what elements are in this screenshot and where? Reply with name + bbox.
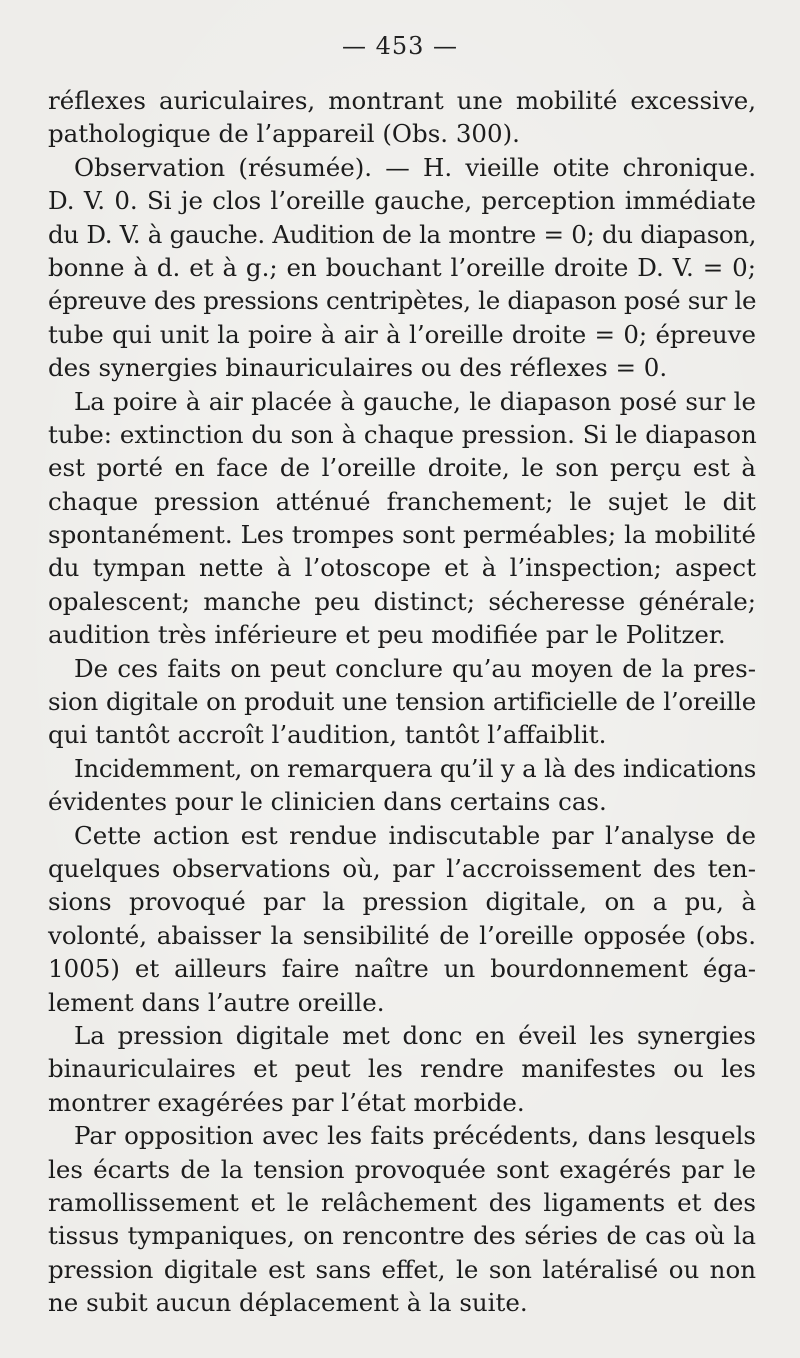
text-line: D. V. 0. Si je clos l’oreille gauche, perception immédiate <box>48 186 756 216</box>
text-line: quelques observations où, par l’accroissement des ten- <box>48 853 756 883</box>
text-line: Cette action est rendue indiscutable par l’analyse de <box>74 820 756 850</box>
text-line: spontanément. Les trompes sont perméables; la mobilité <box>48 520 756 550</box>
text-line: réflexes auriculaires, montrant une mobilité excessive, <box>48 86 756 115</box>
text-line: pathologique de l’appareil (Obs. 300). <box>48 119 520 149</box>
text-line: binauriculaires et peut les rendre manifestes ou les <box>48 1054 756 1084</box>
text-line: du D. V. à gauche. Audition de la montre = 0; du diapason, <box>48 219 756 249</box>
text-line: lement dans l’autre oreille. <box>48 987 385 1017</box>
text-line: du tympan nette à l’otoscope et à l’inspection; aspect <box>48 553 756 583</box>
text-line: est porté en face de l’oreille droite, le son perçu est à <box>48 453 756 483</box>
text-line: La poire à air placée à gauche, le diapason posé sur le <box>74 386 756 416</box>
text-line: volonté, abaisser la sensibilité de l’oreille opposée (obs. <box>48 920 756 950</box>
text-line: des synergies binauriculaires ou des réflexes = 0. <box>48 353 668 383</box>
text-line: sions provoqué par la pression digitale, on a pu, à <box>48 887 756 917</box>
text-line: Incidemment, on remarquera qu’il y a là des indications <box>74 753 756 783</box>
text-line: 1005) et ailleurs faire naître un bourdonnement éga- <box>48 954 756 984</box>
text-line: Par opposition avec les faits précédents, dans lesquels <box>74 1121 756 1151</box>
text-line: évidentes pour le clinicien dans certains cas. <box>48 787 607 817</box>
text-line: Observation (résumée). — H. vieille otite chronique. <box>74 152 756 182</box>
text-line: tube: extinction du son à chaque pression. Si le diapason <box>48 419 757 449</box>
text-line: qui tantôt accroît l’audition, tantôt l’affaiblit. <box>48 720 607 750</box>
text-line: opalescent; manche peu distinct; sécheresse générale; <box>48 586 756 616</box>
text-line: montrer exagérées par l’état morbide. <box>48 1087 525 1117</box>
body-text <box>48 84 756 1319</box>
text-line: bonne à d. et à g.; en bouchant l’oreille droite D. V. = 0; <box>48 252 756 282</box>
text-line: tube qui unit la poire à air à l’oreille droite = 0; épreuve <box>48 319 756 349</box>
page-number: — 453 — <box>341 32 459 60</box>
text-line: sion digitale on produit une tension artificielle de l’oreille <box>48 687 756 717</box>
text-line: ramollissement et le relâchement des ligaments et des <box>48 1187 756 1217</box>
text-line: tissus tympaniques, on rencontre des séries de cas où la <box>48 1221 756 1251</box>
text-line: audition très inférieure et peu modifiée par le Politzer. <box>48 620 726 650</box>
text-line: ne subit aucun déplacement à la suite. <box>48 1288 528 1318</box>
text-line: chaque pression atténué franchement; le sujet le dit <box>48 486 756 516</box>
text-line: La pression digitale met donc en éveil les synergies <box>74 1020 756 1050</box>
text-line: épreuve des pressions centripètes, le diapason posé sur le <box>48 286 757 316</box>
text-line: pression digitale est sans effet, le son latéralisé ou non <box>48 1254 756 1284</box>
text-line: De ces faits on peut conclure qu’au moyen de la pres- <box>74 653 756 683</box>
text-line: les écarts de la tension provoquée sont exagérés par le <box>48 1154 756 1184</box>
